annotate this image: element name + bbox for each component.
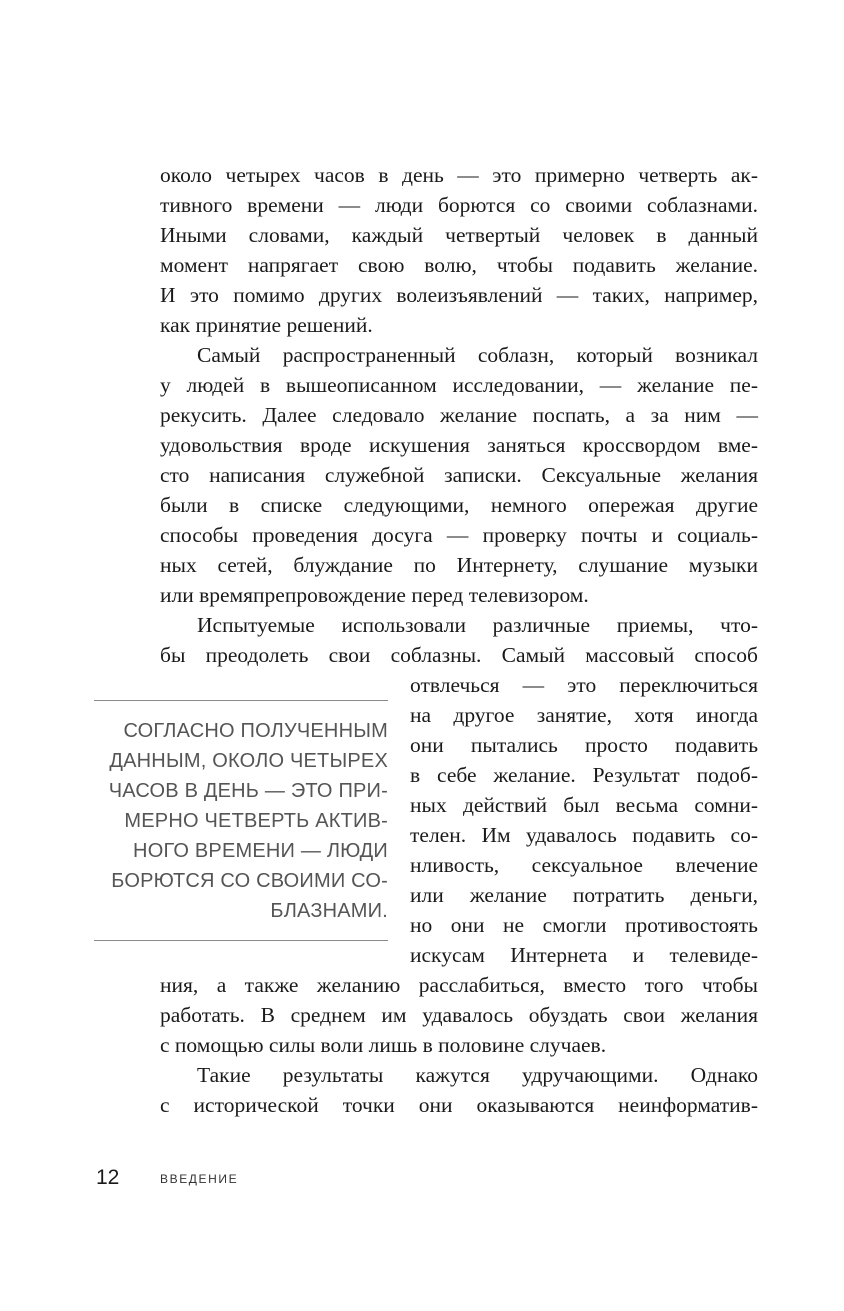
body-line: нливость, сексуальное влечение bbox=[410, 853, 758, 877]
body-line: или времяпрепровождение перед телевизором. bbox=[160, 583, 589, 607]
body-line: момент напрягает свою волю, чтобы подавить желание. bbox=[160, 253, 758, 277]
body-line: у людей в вышеописанном исследовании, — желание пе- bbox=[160, 373, 758, 397]
body-line: около четырех часов в день — это примерно четверть ак- bbox=[160, 163, 758, 187]
body-line: телен. Им удавалось подавить со- bbox=[410, 823, 758, 847]
pull-quote-top-rule bbox=[94, 700, 388, 701]
body-line: ных действий был весьма сомни- bbox=[410, 793, 758, 817]
body-line: И это помимо других волеизъявлений — таких, например, bbox=[160, 283, 758, 307]
body-line: на другое занятие, хотя иногда bbox=[410, 703, 758, 727]
body-line: работать. В среднем им удавалось обуздать свои желания bbox=[160, 1003, 758, 1027]
body-line: способы проведения досуга — проверку почты и социаль- bbox=[160, 523, 758, 547]
body-line: сто написания служебной записки. Сексуальные желания bbox=[160, 463, 758, 487]
body-line: искусам Интернета и телевиде- bbox=[410, 943, 758, 967]
body-line: но они не смогли противостоять bbox=[410, 913, 758, 937]
body-line: Самый распространенный соблазн, который возникал bbox=[197, 343, 758, 367]
body-line: бы преодолеть свои соблазны. Самый массовый способ bbox=[160, 643, 758, 667]
body-line: тивного времени — люди борются со своими соблазнами. bbox=[160, 193, 758, 217]
running-footer-section: ВВЕДЕНИЕ bbox=[160, 1172, 239, 1186]
pull-quote-line: НОГО ВРЕМЕНИ — ЛЮДИ bbox=[133, 840, 388, 862]
body-line: удовольствия вроде искушения заняться кроссвордом вме- bbox=[160, 433, 758, 457]
pull-quote-line: МЕРНО ЧЕТВЕРТЬ АКТИВ- bbox=[124, 810, 388, 832]
pull-quote-line: ЧАСОВ В ДЕНЬ — ЭТО ПРИ- bbox=[108, 780, 388, 802]
body-line: с помощью силы воли лишь в половине случаев. bbox=[160, 1033, 607, 1057]
body-line: они пытались просто подавить bbox=[410, 733, 758, 757]
page-number: 12 bbox=[96, 1166, 120, 1189]
pull-quote-line: БЛАЗНАМИ. bbox=[270, 900, 388, 922]
body-line: как принятие решений. bbox=[160, 313, 373, 337]
body-line: ных сетей, блуждание по Интернету, слушание музыки bbox=[160, 553, 758, 577]
body-line: были в списке следующими, немного опережая другие bbox=[160, 493, 758, 517]
body-line: Такие результаты кажутся удручающими. Однако bbox=[197, 1063, 758, 1087]
body-line: с исторической точки они оказываются неинформатив- bbox=[160, 1093, 758, 1117]
body-line: рекусить. Далее следовало желание поспать, а за ним — bbox=[160, 403, 758, 427]
body-line: в себе желание. Результат подоб- bbox=[410, 763, 758, 787]
body-line: Испытуемые использовали различные приемы, что- bbox=[197, 613, 758, 637]
body-line: Иными словами, каждый четвертый человек в данный bbox=[160, 223, 758, 247]
pull-quote-line: СОГЛАСНО ПОЛУЧЕННЫМ bbox=[123, 720, 388, 742]
pull-quote-line: ДАННЫМ, ОКОЛО ЧЕТЫРЕХ bbox=[109, 750, 388, 772]
pull-quote-line: БОРЮТСЯ СО СВОИМИ СО- bbox=[111, 870, 388, 892]
body-line: или желание потратить деньги, bbox=[410, 883, 758, 907]
body-line: отвлечься — это переключиться bbox=[410, 673, 758, 697]
body-line: ния, а также желанию расслабиться, вместо того чтобы bbox=[160, 973, 758, 997]
pull-quote-bottom-rule bbox=[94, 940, 388, 941]
